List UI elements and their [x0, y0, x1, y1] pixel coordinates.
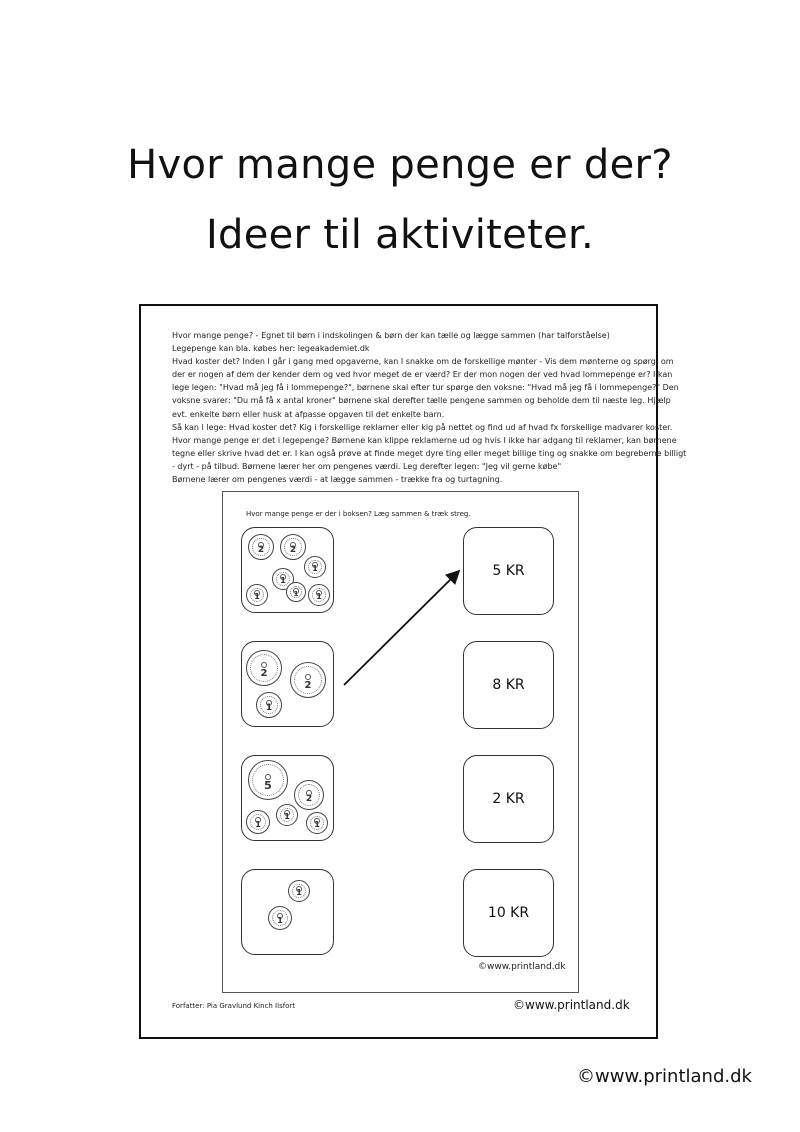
- coin: [294, 780, 324, 810]
- amount-box-4: 10 KR: [463, 869, 554, 957]
- coin-value: 2: [289, 544, 297, 555]
- coin: [290, 662, 326, 698]
- coin-value: 1: [293, 589, 299, 598]
- intro-line: Hvor mange penge? - Egnet til børn i indskolingen & børn der kan tælle og lægge sammen (har talforståelse): [172, 331, 610, 340]
- page-title-line-2: Ideer til aktiviteter.: [205, 212, 595, 258]
- preview-copyright: ©www.printland.dk: [513, 998, 630, 1012]
- coin-box-1: [241, 527, 334, 613]
- coin-value: 1: [314, 820, 320, 830]
- intro-line: Hvad koster det? Inden I går i gang med opgaverne, kan I snakke om de forskellige mønter - Vis dem mønterne og spørg, om: [172, 357, 674, 367]
- intro-line: lege legen: "Hvad må jeg få i lommepenge?", børnene skal efter tur spørge den voksne: "Hvad må jeg få i lommepenge?" Den: [172, 383, 679, 393]
- amount-box-2: 8 KR: [463, 641, 554, 729]
- intro-line: - dyrt - på tilbud. Børnene lærer her om pengenes værdi. Leg derefter legen: "Jeg vil gerne købe": [172, 461, 562, 471]
- coin: [268, 906, 292, 930]
- coin: [256, 692, 282, 718]
- intro-line: Hvor mange penge er det i legepenge? Børnene kan klippe reklamerne ud og hvis I ikke har adgang til reklamer, kan børnene: [172, 435, 677, 445]
- intro-line: Så kan I lege: Hvad koster det? Kig i forskellige reklamer eller kig på nettet og find ud af hvad fx forskellige madvarer koster.: [172, 422, 673, 432]
- intro-line: tegne eller skrive hvad det er. I kan også prøve at finde meget dyre ting eller meget billige ting og snakke om begreberne billigt: [172, 448, 687, 458]
- intro-line: evt. enkelte børn eller husk at afpasse opgaven til det enkelte barn.: [172, 409, 445, 419]
- coin: [288, 880, 310, 902]
- coin-box-4: [241, 869, 334, 955]
- coin-value: 2: [260, 667, 268, 679]
- coin-value: 1: [277, 916, 283, 926]
- coin: [248, 760, 288, 800]
- intro-text: [172, 329, 687, 486]
- coin-box-3: [241, 755, 334, 841]
- worksheet-instruction: Hvor mange penge er der i boksen? Læg sammen & træk streg.: [246, 510, 471, 518]
- intro-line: der er nogen af dem der kender dem og ved hvor meget de er værd? Er der mon nogen der ved hvad lommepenge er? I kan: [172, 370, 673, 380]
- worksheet-copyright: ©www.printland.dk: [478, 962, 566, 972]
- coin-value: 2: [305, 793, 313, 804]
- coin-value: 1: [284, 812, 290, 822]
- intro-line: voksne svarer: "Du må få x antal kroner" børnene skal derefter tælle pengene sammen og beholde dem til næste leg. Hjælp: [172, 396, 671, 406]
- coin: [304, 556, 326, 578]
- coin-value: 5: [264, 779, 272, 793]
- coin: [286, 582, 306, 602]
- coin: [248, 534, 274, 560]
- amount-box-1: 5 KR: [463, 527, 554, 615]
- author-credit: Forfatter: Pia Gravlund Kinch Ilsfort: [172, 1002, 296, 1010]
- coin-value: 1: [296, 888, 302, 898]
- coin: [276, 804, 298, 826]
- intro-line: Børnene lærer om pengenes værdi - at lægge sammen - trække fra og turtagning.: [172, 475, 503, 485]
- page-title-line-1: Hvor mange penge er der?: [127, 142, 673, 188]
- coin: [306, 812, 328, 834]
- amount-box-3: 2 KR: [463, 755, 554, 843]
- coin-value: 1: [312, 564, 318, 574]
- coin-value: 1: [316, 592, 322, 602]
- coin-box-2: [241, 641, 334, 727]
- coin-value: 2: [304, 679, 312, 691]
- intro-line: Legepenge kan bla. købes her: legeakademiet.dk: [172, 344, 370, 354]
- coin-value: 1: [265, 702, 273, 713]
- coin-value: 1: [255, 820, 261, 830]
- coin: [246, 584, 268, 606]
- coin-value: 2: [257, 544, 265, 555]
- coin: [246, 810, 270, 834]
- coin-value: 1: [254, 592, 260, 602]
- coin-value: 1: [280, 576, 286, 586]
- page-copyright: ©www.printland.dk: [577, 1066, 752, 1087]
- coin: [308, 584, 330, 606]
- coin: [280, 534, 306, 560]
- coin: [246, 650, 282, 686]
